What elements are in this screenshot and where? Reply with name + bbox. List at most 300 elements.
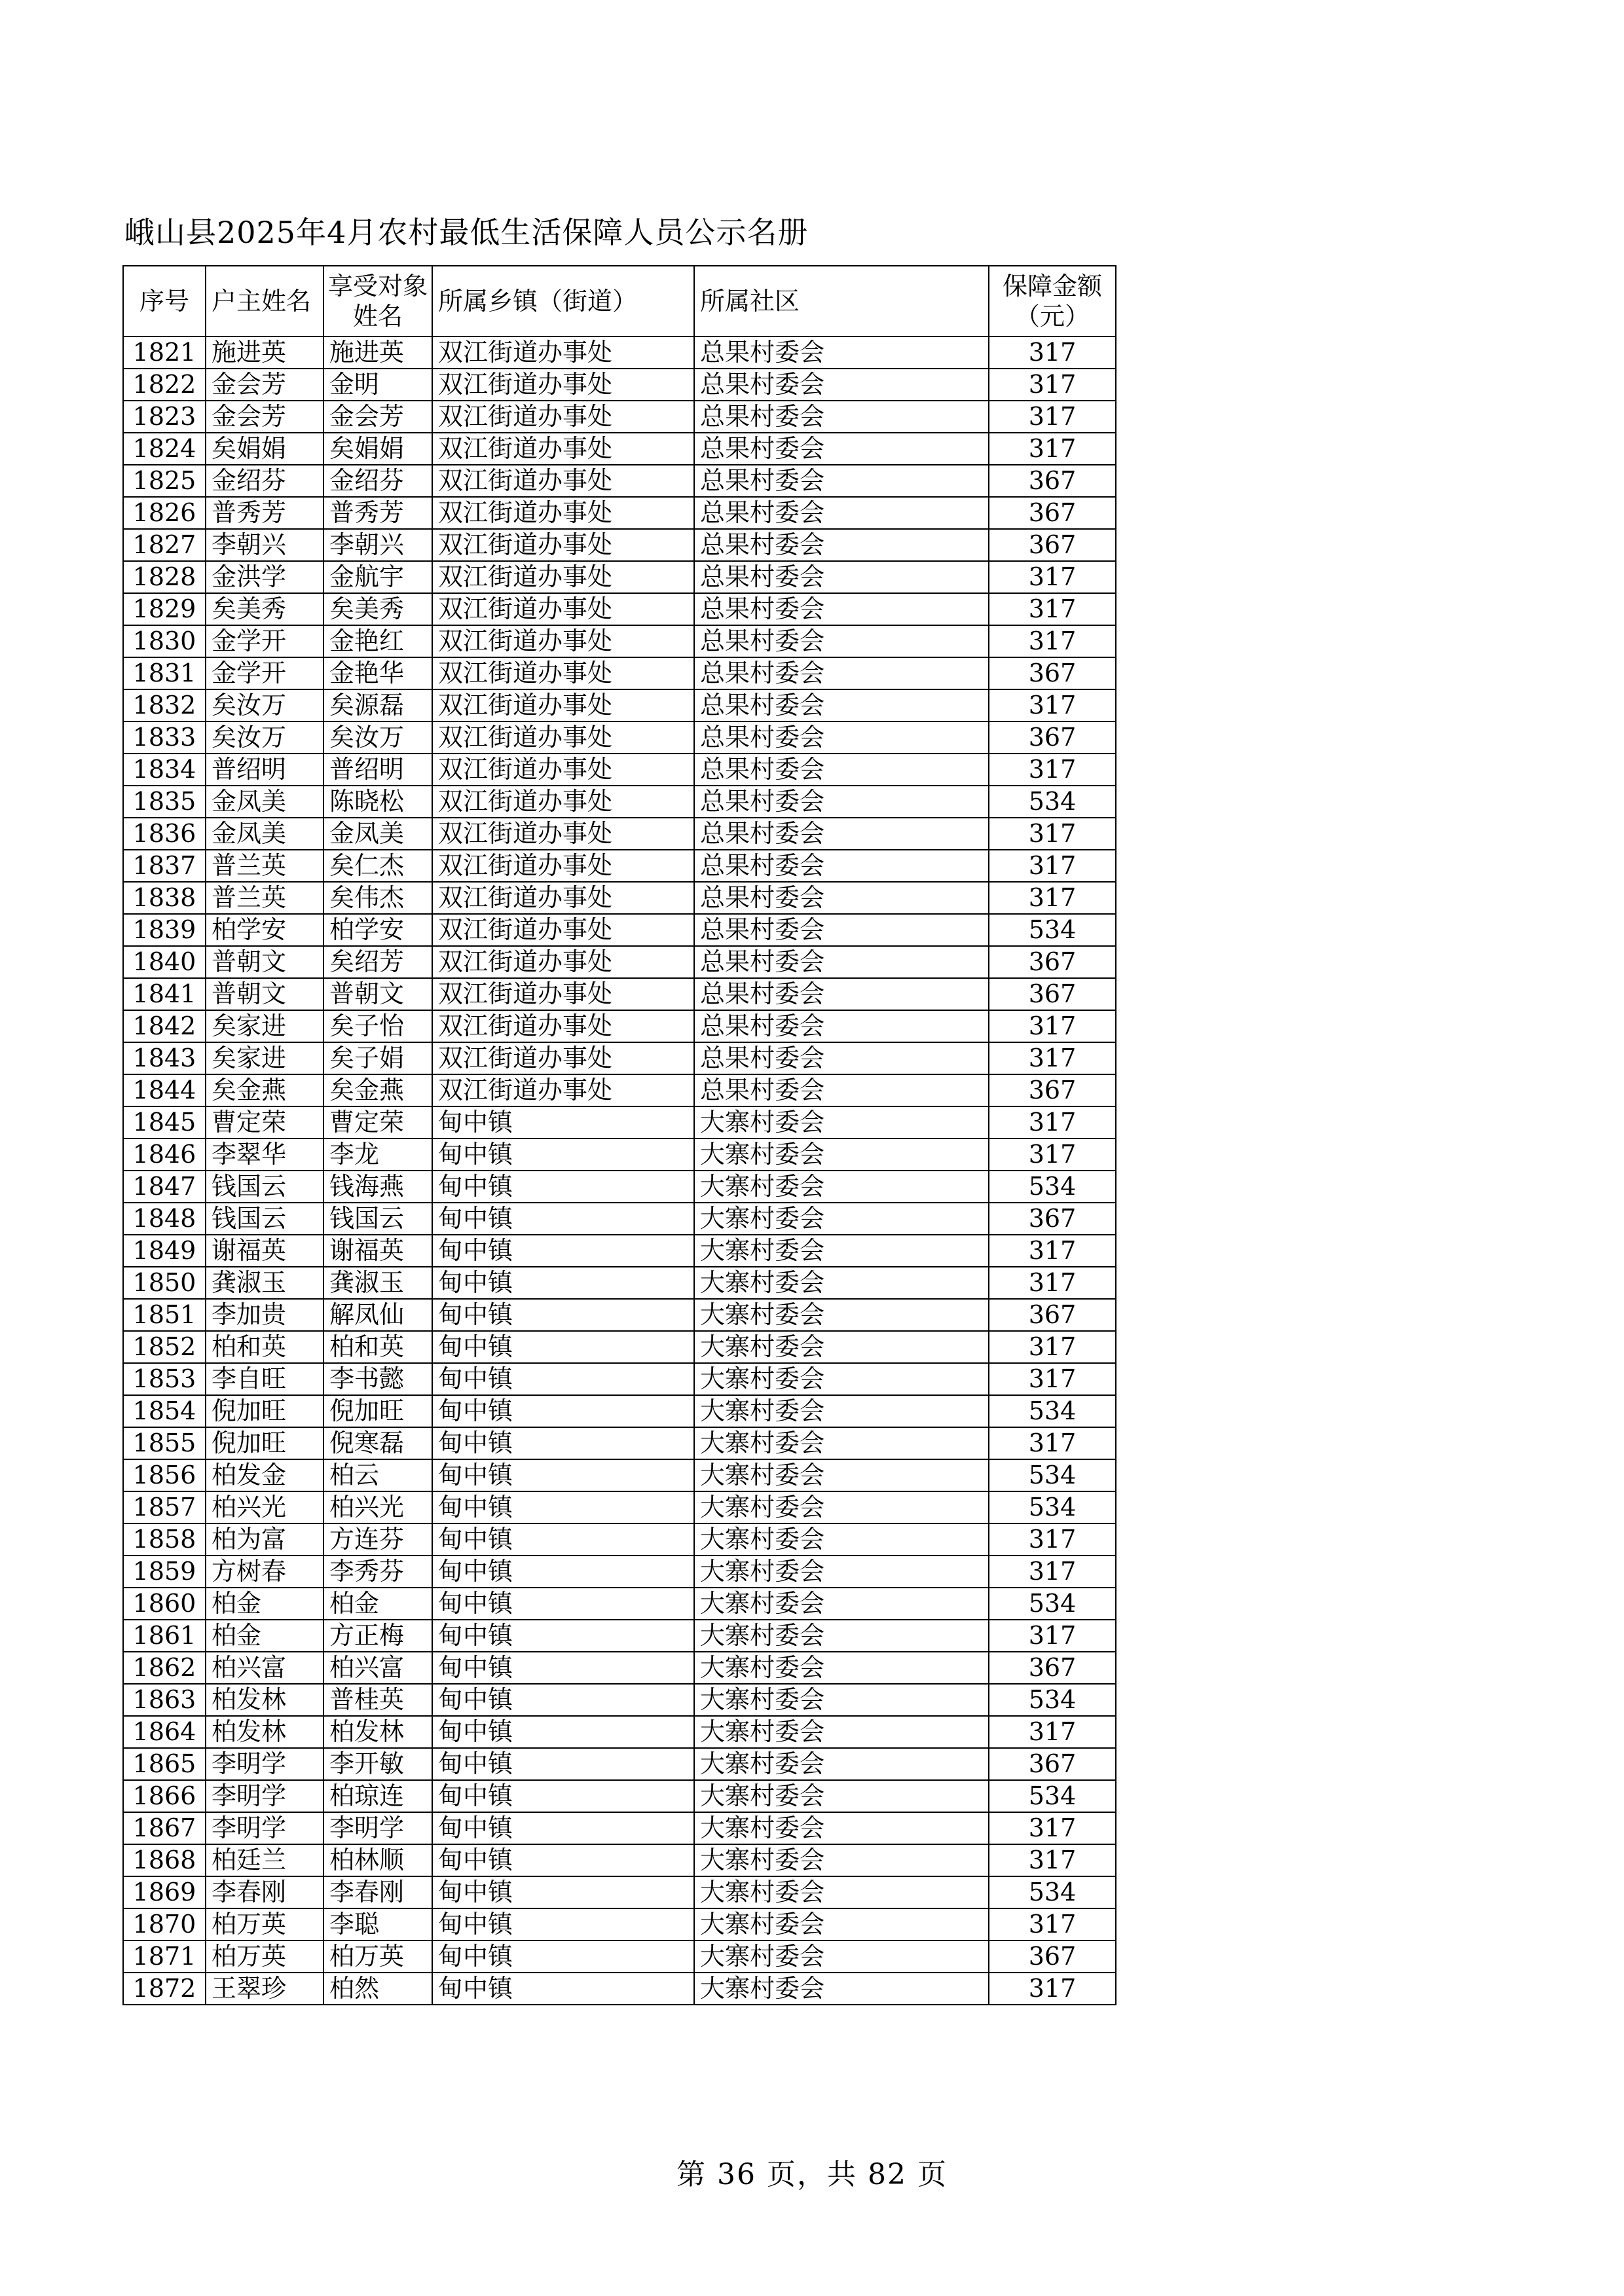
cell-no: 1852 bbox=[123, 1331, 206, 1363]
header-no: 序号 bbox=[123, 266, 206, 337]
cell-beneficiary: 矣汝万 bbox=[323, 721, 432, 754]
cell-household-head: 普秀芳 bbox=[206, 497, 323, 529]
cell-community: 大寨村委会 bbox=[694, 1267, 989, 1299]
cell-amount: 317 bbox=[989, 818, 1116, 850]
cell-community: 大寨村委会 bbox=[694, 1235, 989, 1267]
table-row bbox=[123, 689, 1116, 721]
cell-town: 甸中镇 bbox=[432, 1941, 694, 1973]
cell-amount: 317 bbox=[989, 1716, 1116, 1748]
cell-household-head: 柏廷兰 bbox=[206, 1844, 323, 1876]
table-row bbox=[123, 625, 1116, 657]
cell-town: 甸中镇 bbox=[432, 1652, 694, 1684]
cell-beneficiary: 金航宇 bbox=[323, 561, 432, 593]
cell-beneficiary: 钱国云 bbox=[323, 1203, 432, 1235]
cell-town: 双江街道办事处 bbox=[432, 978, 694, 1010]
cell-amount: 534 bbox=[989, 1684, 1116, 1716]
cell-town: 双江街道办事处 bbox=[432, 882, 694, 914]
cell-household-head: 柏兴光 bbox=[206, 1491, 323, 1523]
cell-town: 双江街道办事处 bbox=[432, 625, 694, 657]
cell-town: 甸中镇 bbox=[432, 1780, 694, 1812]
table-row bbox=[123, 882, 1116, 914]
cell-community: 总果村委会 bbox=[694, 850, 989, 882]
cell-household-head: 普兰英 bbox=[206, 850, 323, 882]
cell-no: 1854 bbox=[123, 1395, 206, 1427]
cell-amount: 317 bbox=[989, 1620, 1116, 1652]
cell-no: 1822 bbox=[123, 369, 206, 401]
cell-community: 大寨村委会 bbox=[694, 1780, 989, 1812]
cell-household-head: 龚淑玉 bbox=[206, 1267, 323, 1299]
cell-town: 甸中镇 bbox=[432, 1876, 694, 1908]
cell-town: 甸中镇 bbox=[432, 1427, 694, 1459]
cell-town: 双江街道办事处 bbox=[432, 914, 694, 946]
cell-amount: 317 bbox=[989, 1010, 1116, 1042]
cell-community: 大寨村委会 bbox=[694, 1556, 989, 1588]
cell-town: 双江街道办事处 bbox=[432, 369, 694, 401]
table-row bbox=[123, 1395, 1116, 1427]
page-title: 峨山县2025年4月农村最低生活保障人员公示名册 bbox=[124, 215, 809, 250]
cell-household-head: 柏万英 bbox=[206, 1941, 323, 1973]
cell-beneficiary: 方连芬 bbox=[323, 1523, 432, 1556]
cell-town: 双江街道办事处 bbox=[432, 818, 694, 850]
cell-town: 甸中镇 bbox=[432, 1748, 694, 1780]
cell-no: 1842 bbox=[123, 1010, 206, 1042]
cell-town: 双江街道办事处 bbox=[432, 401, 694, 433]
cell-beneficiary: 柏学安 bbox=[323, 914, 432, 946]
cell-amount: 367 bbox=[989, 529, 1116, 561]
cell-town: 甸中镇 bbox=[432, 1331, 694, 1363]
cell-household-head: 矣美秀 bbox=[206, 593, 323, 625]
cell-amount: 317 bbox=[989, 369, 1116, 401]
cell-town: 双江街道办事处 bbox=[432, 1074, 694, 1106]
cell-amount: 317 bbox=[989, 1267, 1116, 1299]
table-row bbox=[123, 369, 1116, 401]
cell-household-head: 柏和英 bbox=[206, 1331, 323, 1363]
cell-town: 甸中镇 bbox=[432, 1235, 694, 1267]
cell-town: 甸中镇 bbox=[432, 1973, 694, 2005]
header-community: 所属社区 bbox=[694, 266, 989, 337]
cell-town: 双江街道办事处 bbox=[432, 946, 694, 978]
cell-no: 1870 bbox=[123, 1908, 206, 1941]
cell-amount: 534 bbox=[989, 914, 1116, 946]
table-row bbox=[123, 1267, 1116, 1299]
cell-no: 1872 bbox=[123, 1973, 206, 2005]
table-row bbox=[123, 1427, 1116, 1459]
cell-community: 大寨村委会 bbox=[694, 1908, 989, 1941]
cell-amount: 534 bbox=[989, 1780, 1116, 1812]
cell-no: 1839 bbox=[123, 914, 206, 946]
cell-no: 1838 bbox=[123, 882, 206, 914]
cell-community: 总果村委会 bbox=[694, 914, 989, 946]
cell-no: 1831 bbox=[123, 657, 206, 689]
cell-beneficiary: 李春刚 bbox=[323, 1876, 432, 1908]
cell-amount: 317 bbox=[989, 689, 1116, 721]
cell-beneficiary: 施进英 bbox=[323, 337, 432, 369]
cell-beneficiary: 矣源磊 bbox=[323, 689, 432, 721]
cell-amount: 317 bbox=[989, 1139, 1116, 1171]
table-row bbox=[123, 433, 1116, 465]
cell-no: 1867 bbox=[123, 1812, 206, 1844]
cell-community: 总果村委会 bbox=[694, 369, 989, 401]
cell-no: 1837 bbox=[123, 850, 206, 882]
table-row bbox=[123, 1908, 1116, 1941]
cell-amount: 317 bbox=[989, 433, 1116, 465]
cell-community: 大寨村委会 bbox=[694, 1203, 989, 1235]
table-row bbox=[123, 1620, 1116, 1652]
cell-household-head: 矣汝万 bbox=[206, 721, 323, 754]
table-row bbox=[123, 1139, 1116, 1171]
header-household-head: 户主姓名 bbox=[206, 266, 323, 337]
cell-community: 大寨村委会 bbox=[694, 1876, 989, 1908]
cell-household-head: 李翠华 bbox=[206, 1139, 323, 1171]
cell-no: 1871 bbox=[123, 1941, 206, 1973]
cell-community: 大寨村委会 bbox=[694, 1491, 989, 1523]
table-row bbox=[123, 978, 1116, 1010]
cell-household-head: 柏学安 bbox=[206, 914, 323, 946]
table-row bbox=[123, 657, 1116, 689]
cell-town: 甸中镇 bbox=[432, 1523, 694, 1556]
header-beneficiary: 享受对象姓名 bbox=[323, 266, 432, 337]
cell-community: 大寨村委会 bbox=[694, 1299, 989, 1331]
cell-amount: 317 bbox=[989, 1844, 1116, 1876]
cell-beneficiary: 柏云 bbox=[323, 1459, 432, 1491]
cell-community: 总果村委会 bbox=[694, 561, 989, 593]
cell-community: 大寨村委会 bbox=[694, 1716, 989, 1748]
cell-no: 1823 bbox=[123, 401, 206, 433]
cell-no: 1863 bbox=[123, 1684, 206, 1716]
table-row bbox=[123, 1812, 1116, 1844]
cell-no: 1841 bbox=[123, 978, 206, 1010]
cell-town: 甸中镇 bbox=[432, 1203, 694, 1235]
cell-beneficiary: 矣娟娟 bbox=[323, 433, 432, 465]
cell-no: 1866 bbox=[123, 1780, 206, 1812]
cell-beneficiary: 普绍明 bbox=[323, 754, 432, 786]
cell-household-head: 钱国云 bbox=[206, 1171, 323, 1203]
cell-town: 甸中镇 bbox=[432, 1716, 694, 1748]
cell-beneficiary: 解凤仙 bbox=[323, 1299, 432, 1331]
cell-community: 大寨村委会 bbox=[694, 1427, 989, 1459]
cell-amount: 367 bbox=[989, 465, 1116, 497]
cell-household-head: 李春刚 bbox=[206, 1876, 323, 1908]
cell-amount: 317 bbox=[989, 625, 1116, 657]
cell-beneficiary: 柏万英 bbox=[323, 1941, 432, 1973]
cell-community: 大寨村委会 bbox=[694, 1171, 989, 1203]
cell-community: 总果村委会 bbox=[694, 401, 989, 433]
cell-beneficiary: 柏和英 bbox=[323, 1331, 432, 1363]
cell-beneficiary: 柏兴光 bbox=[323, 1491, 432, 1523]
table-row bbox=[123, 1459, 1116, 1491]
cell-community: 总果村委会 bbox=[694, 497, 989, 529]
cell-household-head: 矣金燕 bbox=[206, 1074, 323, 1106]
cell-beneficiary: 柏发林 bbox=[323, 1716, 432, 1748]
cell-no: 1860 bbox=[123, 1588, 206, 1620]
cell-beneficiary: 柏林顺 bbox=[323, 1844, 432, 1876]
cell-beneficiary: 李龙 bbox=[323, 1139, 432, 1171]
cell-town: 双江街道办事处 bbox=[432, 433, 694, 465]
cell-no: 1821 bbox=[123, 337, 206, 369]
cell-town: 甸中镇 bbox=[432, 1588, 694, 1620]
cell-amount: 534 bbox=[989, 1491, 1116, 1523]
cell-community: 大寨村委会 bbox=[694, 1973, 989, 2005]
cell-no: 1825 bbox=[123, 465, 206, 497]
cell-amount: 367 bbox=[989, 946, 1116, 978]
table-row bbox=[123, 1748, 1116, 1780]
cell-town: 双江街道办事处 bbox=[432, 754, 694, 786]
cell-amount: 534 bbox=[989, 786, 1116, 818]
cell-community: 总果村委会 bbox=[694, 465, 989, 497]
cell-amount: 317 bbox=[989, 882, 1116, 914]
cell-amount: 367 bbox=[989, 497, 1116, 529]
cell-community: 大寨村委会 bbox=[694, 1620, 989, 1652]
cell-household-head: 金学开 bbox=[206, 625, 323, 657]
cell-no: 1851 bbox=[123, 1299, 206, 1331]
cell-no: 1833 bbox=[123, 721, 206, 754]
cell-beneficiary: 钱海燕 bbox=[323, 1171, 432, 1203]
cell-no: 1848 bbox=[123, 1203, 206, 1235]
cell-household-head: 普兰英 bbox=[206, 882, 323, 914]
cell-no: 1845 bbox=[123, 1106, 206, 1139]
table-row bbox=[123, 721, 1116, 754]
cell-no: 1857 bbox=[123, 1491, 206, 1523]
cell-beneficiary: 龚淑玉 bbox=[323, 1267, 432, 1299]
cell-no: 1829 bbox=[123, 593, 206, 625]
cell-town: 双江街道办事处 bbox=[432, 337, 694, 369]
cell-household-head: 曹定荣 bbox=[206, 1106, 323, 1139]
cell-amount: 534 bbox=[989, 1459, 1116, 1491]
cell-town: 甸中镇 bbox=[432, 1908, 694, 1941]
table-row bbox=[123, 465, 1116, 497]
cell-amount: 367 bbox=[989, 1203, 1116, 1235]
table-row bbox=[123, 497, 1116, 529]
cell-amount: 317 bbox=[989, 1812, 1116, 1844]
beneficiary-table bbox=[122, 265, 1116, 2005]
cell-community: 总果村委会 bbox=[694, 818, 989, 850]
cell-amount: 534 bbox=[989, 1395, 1116, 1427]
table-row bbox=[123, 1363, 1116, 1395]
cell-community: 总果村委会 bbox=[694, 1010, 989, 1042]
cell-household-head: 金绍芬 bbox=[206, 465, 323, 497]
cell-community: 大寨村委会 bbox=[694, 1139, 989, 1171]
cell-community: 总果村委会 bbox=[694, 1042, 989, 1074]
cell-town: 双江街道办事处 bbox=[432, 1010, 694, 1042]
cell-beneficiary: 柏兴富 bbox=[323, 1652, 432, 1684]
cell-beneficiary: 普桂英 bbox=[323, 1684, 432, 1716]
cell-beneficiary: 陈晓松 bbox=[323, 786, 432, 818]
cell-community: 总果村委会 bbox=[694, 978, 989, 1010]
cell-household-head: 李加贵 bbox=[206, 1299, 323, 1331]
cell-beneficiary: 矣美秀 bbox=[323, 593, 432, 625]
cell-household-head: 柏金 bbox=[206, 1620, 323, 1652]
cell-amount: 317 bbox=[989, 1523, 1116, 1556]
cell-no: 1828 bbox=[123, 561, 206, 593]
cell-community: 大寨村委会 bbox=[694, 1941, 989, 1973]
cell-household-head: 柏发林 bbox=[206, 1716, 323, 1748]
cell-household-head: 矣汝万 bbox=[206, 689, 323, 721]
cell-community: 总果村委会 bbox=[694, 689, 989, 721]
cell-beneficiary: 李聪 bbox=[323, 1908, 432, 1941]
cell-no: 1856 bbox=[123, 1459, 206, 1491]
cell-beneficiary: 金明 bbox=[323, 369, 432, 401]
cell-town: 甸中镇 bbox=[432, 1844, 694, 1876]
cell-no: 1861 bbox=[123, 1620, 206, 1652]
cell-town: 双江街道办事处 bbox=[432, 850, 694, 882]
cell-community: 总果村委会 bbox=[694, 657, 989, 689]
cell-no: 1865 bbox=[123, 1748, 206, 1780]
cell-household-head: 金凤美 bbox=[206, 818, 323, 850]
cell-amount: 317 bbox=[989, 1106, 1116, 1139]
cell-amount: 534 bbox=[989, 1171, 1116, 1203]
cell-amount: 317 bbox=[989, 593, 1116, 625]
table-row bbox=[123, 1588, 1116, 1620]
cell-community: 总果村委会 bbox=[694, 721, 989, 754]
cell-amount: 317 bbox=[989, 1331, 1116, 1363]
cell-beneficiary: 矣仁杰 bbox=[323, 850, 432, 882]
cell-household-head: 柏万英 bbox=[206, 1908, 323, 1941]
table-row bbox=[123, 1171, 1116, 1203]
table-row bbox=[123, 754, 1116, 786]
cell-amount: 317 bbox=[989, 561, 1116, 593]
cell-beneficiary: 普秀芳 bbox=[323, 497, 432, 529]
cell-household-head: 金洪学 bbox=[206, 561, 323, 593]
cell-household-head: 普朝文 bbox=[206, 978, 323, 1010]
cell-household-head: 钱国云 bbox=[206, 1203, 323, 1235]
table-row bbox=[123, 1042, 1116, 1074]
cell-town: 甸中镇 bbox=[432, 1363, 694, 1395]
cell-household-head: 倪加旺 bbox=[206, 1427, 323, 1459]
cell-no: 1862 bbox=[123, 1652, 206, 1684]
cell-household-head: 普绍明 bbox=[206, 754, 323, 786]
cell-community: 总果村委会 bbox=[694, 625, 989, 657]
table-row bbox=[123, 1106, 1116, 1139]
cell-beneficiary: 矣绍芳 bbox=[323, 946, 432, 978]
cell-community: 大寨村委会 bbox=[694, 1652, 989, 1684]
cell-household-head: 方树春 bbox=[206, 1556, 323, 1588]
cell-amount: 367 bbox=[989, 1748, 1116, 1780]
cell-town: 双江街道办事处 bbox=[432, 657, 694, 689]
cell-no: 1843 bbox=[123, 1042, 206, 1074]
cell-town: 甸中镇 bbox=[432, 1491, 694, 1523]
cell-town: 双江街道办事处 bbox=[432, 721, 694, 754]
cell-community: 大寨村委会 bbox=[694, 1331, 989, 1363]
cell-beneficiary: 矣金燕 bbox=[323, 1074, 432, 1106]
table-row bbox=[123, 1299, 1116, 1331]
cell-beneficiary: 李开敏 bbox=[323, 1748, 432, 1780]
cell-no: 1836 bbox=[123, 818, 206, 850]
cell-household-head: 李自旺 bbox=[206, 1363, 323, 1395]
cell-beneficiary: 金艳华 bbox=[323, 657, 432, 689]
cell-no: 1849 bbox=[123, 1235, 206, 1267]
cell-no: 1844 bbox=[123, 1074, 206, 1106]
cell-beneficiary: 普朝文 bbox=[323, 978, 432, 1010]
header-town: 所属乡镇（街道） bbox=[432, 266, 694, 337]
cell-no: 1853 bbox=[123, 1363, 206, 1395]
cell-community: 总果村委会 bbox=[694, 1074, 989, 1106]
table-row bbox=[123, 1523, 1116, 1556]
cell-community: 大寨村委会 bbox=[694, 1363, 989, 1395]
cell-household-head: 金会芳 bbox=[206, 369, 323, 401]
cell-household-head: 谢福英 bbox=[206, 1235, 323, 1267]
cell-town: 甸中镇 bbox=[432, 1299, 694, 1331]
cell-no: 1847 bbox=[123, 1171, 206, 1203]
cell-no: 1864 bbox=[123, 1716, 206, 1748]
cell-amount: 367 bbox=[989, 978, 1116, 1010]
cell-no: 1869 bbox=[123, 1876, 206, 1908]
cell-beneficiary: 李秀芬 bbox=[323, 1556, 432, 1588]
table-row bbox=[123, 529, 1116, 561]
cell-no: 1846 bbox=[123, 1139, 206, 1171]
cell-amount: 317 bbox=[989, 1235, 1116, 1267]
cell-beneficiary: 柏琼连 bbox=[323, 1780, 432, 1812]
cell-household-head: 施进英 bbox=[206, 337, 323, 369]
table-body bbox=[123, 337, 1116, 2005]
cell-beneficiary: 矣伟杰 bbox=[323, 882, 432, 914]
cell-beneficiary: 矣子怡 bbox=[323, 1010, 432, 1042]
cell-amount: 534 bbox=[989, 1876, 1116, 1908]
cell-town: 甸中镇 bbox=[432, 1171, 694, 1203]
cell-community: 大寨村委会 bbox=[694, 1523, 989, 1556]
cell-beneficiary: 倪寒磊 bbox=[323, 1427, 432, 1459]
cell-amount: 317 bbox=[989, 1363, 1116, 1395]
cell-beneficiary: 金艳红 bbox=[323, 625, 432, 657]
table-row bbox=[123, 1844, 1116, 1876]
header-row bbox=[123, 266, 1116, 337]
cell-household-head: 金凤美 bbox=[206, 786, 323, 818]
cell-town: 甸中镇 bbox=[432, 1267, 694, 1299]
cell-community: 大寨村委会 bbox=[694, 1844, 989, 1876]
cell-no: 1840 bbox=[123, 946, 206, 978]
cell-town: 甸中镇 bbox=[432, 1395, 694, 1427]
cell-household-head: 柏兴富 bbox=[206, 1652, 323, 1684]
cell-beneficiary: 倪加旺 bbox=[323, 1395, 432, 1427]
cell-community: 大寨村委会 bbox=[694, 1459, 989, 1491]
cell-no: 1855 bbox=[123, 1427, 206, 1459]
cell-community: 总果村委会 bbox=[694, 433, 989, 465]
cell-household-head: 王翠珍 bbox=[206, 1973, 323, 2005]
cell-no: 1834 bbox=[123, 754, 206, 786]
table-row bbox=[123, 946, 1116, 978]
cell-town: 双江街道办事处 bbox=[432, 497, 694, 529]
table-row bbox=[123, 1074, 1116, 1106]
cell-no: 1850 bbox=[123, 1267, 206, 1299]
cell-household-head: 柏发金 bbox=[206, 1459, 323, 1491]
cell-household-head: 普朝文 bbox=[206, 946, 323, 978]
cell-community: 大寨村委会 bbox=[694, 1684, 989, 1716]
table-row bbox=[123, 561, 1116, 593]
cell-no: 1826 bbox=[123, 497, 206, 529]
cell-household-head: 柏为富 bbox=[206, 1523, 323, 1556]
cell-amount: 317 bbox=[989, 337, 1116, 369]
cell-town: 双江街道办事处 bbox=[432, 689, 694, 721]
cell-amount: 367 bbox=[989, 721, 1116, 754]
cell-amount: 367 bbox=[989, 1941, 1116, 1973]
cell-beneficiary: 柏金 bbox=[323, 1588, 432, 1620]
table-row bbox=[123, 1491, 1116, 1523]
cell-town: 甸中镇 bbox=[432, 1139, 694, 1171]
table-row bbox=[123, 818, 1116, 850]
table-row bbox=[123, 593, 1116, 625]
cell-no: 1868 bbox=[123, 1844, 206, 1876]
cell-amount: 367 bbox=[989, 1074, 1116, 1106]
cell-household-head: 矣家进 bbox=[206, 1042, 323, 1074]
table-row bbox=[123, 1684, 1116, 1716]
cell-beneficiary: 矣子娟 bbox=[323, 1042, 432, 1074]
cell-community: 总果村委会 bbox=[694, 337, 989, 369]
cell-town: 甸中镇 bbox=[432, 1106, 694, 1139]
table-row bbox=[123, 1876, 1116, 1908]
cell-amount: 317 bbox=[989, 754, 1116, 786]
table-row bbox=[123, 1716, 1116, 1748]
cell-no: 1835 bbox=[123, 786, 206, 818]
cell-household-head: 柏金 bbox=[206, 1588, 323, 1620]
